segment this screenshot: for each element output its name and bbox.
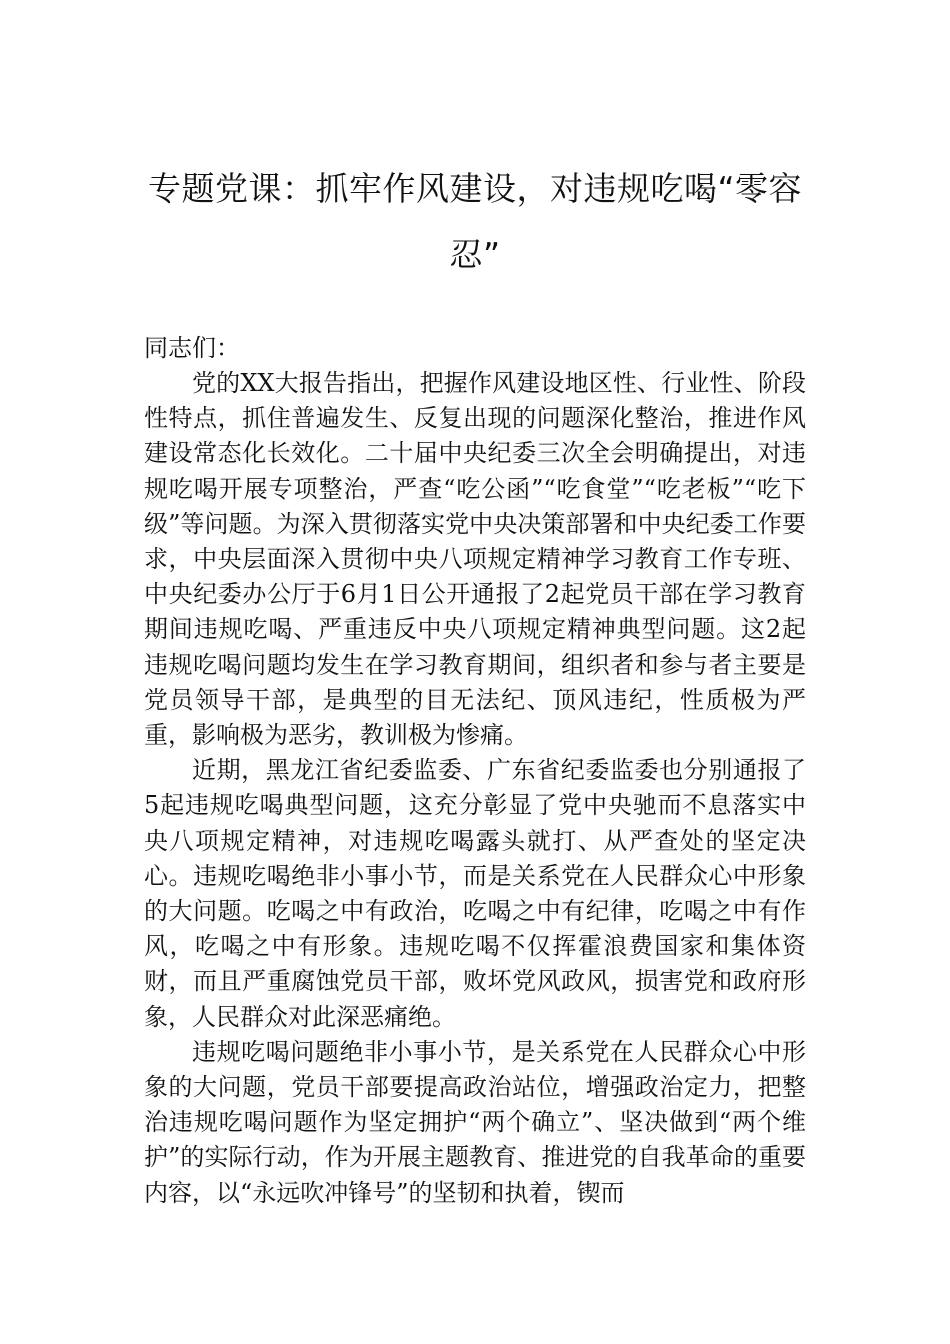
salutation: 同志们： bbox=[144, 334, 240, 362]
document-title: 专题党课：抓牢作风建设，对违规吃喝“零容忍” bbox=[147, 169, 803, 274]
body-paragraph-1: 党的XX大报告指出，把握作风建设地区性、行业性、阶段性特点，抓住普遍发生、反复出现的问题深化整治，推进作风建设常态化长效化。二十届中央纪委三次全会明确提出，对违规吃喝开展专项整治，严查“吃公函”“吃食堂”“吃老板”“吃下级”等问题。为深入贯彻落实党中央决策部署和中央纪委工作要求，中央层面深入贯彻中央八项规定精神学习教育工作专班、中央纪委办公厅于6月1日公开通报了2起党员干部在学习教育期间违规吃喝、严重违反中央八项规定精神典型问题。这2起违规吃喝问题均发生在学习教育期间，组织者和参与者主要是党员领导干部，是典型的目无法纪、顶风违纪，性质极为严重，影响极为恶劣，教训极为惨痛。 bbox=[144, 369, 806, 750]
body-paragraph-3: 违规吃喝问题绝非小事小节，是关系党在人民群众心中形象的大问题，党员干部要提高政治站位，增强政治定力，把整治违规吃喝问题作为坚定拥护“两个确立”、坚决做到“两个维护”的实际行动，作为开展主题教育、推进党的自我革命的重要内容，以“永远吹冲锋号”的坚韧和执着，锲而 bbox=[144, 1037, 806, 1207]
body-paragraph-2: 近期，黑龙江省纪委监委、广东省纪委监委也分别通报了5起违规吃喝典型问题，这充分彰显了党中央驰而不息落实中央八项规定精神，对违规吃喝露头就打、从严查处的坚定决心。违规吃喝绝非小事小节，而是关系党在人民群众心中形象的大问题。吃喝之中有政治，吃喝之中有纪律，吃喝之中有作风，吃喝之中有形象。违规吃喝不仅挥霍浪费国家和集体资财，而且严重腐蚀党员干部，败坏党风政风，损害党和政府形象，人民群众对此深恶痛绝。 bbox=[144, 756, 806, 1031]
